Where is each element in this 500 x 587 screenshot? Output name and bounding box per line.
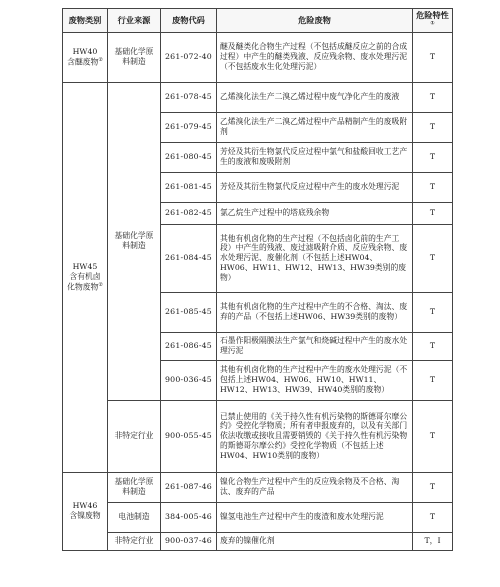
code-cell: 384-005-46 <box>161 502 217 532</box>
industry-cell: 基础化学原料制造 <box>108 82 161 400</box>
hazard-cell: T <box>413 332 453 360</box>
category-hw46 <box>63 472 108 550</box>
waste-desc-cell: 已禁止使用的《关于持久性有机污染物的斯德哥尔摩公约》受控化学物质；所有者申报废弃的，以及有关部门依法收缴或接收且需要销毁的《关于持久性有机污染物的斯德哥尔摩公约》受控化学物质（不包括上述HW04、HW10类别的废物） <box>217 400 413 472</box>
waste-desc-cell: 其他有机卤化物的生产过程中产生的不合格、淘汰、废弃的产品（不包括上述HW06、HW39类别的废物） <box>217 292 413 332</box>
waste-desc-cell: 石墨作阳极隔膜法生产氯气和烧碱过程中产生的废水处理污泥 <box>217 332 413 360</box>
category-label: HW40 含醚废物 <box>67 46 99 67</box>
industry-cell: 非特定行业 <box>108 400 161 472</box>
code-cell: 261-072-40 <box>161 32 217 82</box>
code-cell: 261-084-45 <box>161 224 217 292</box>
code-cell: 261-080-45 <box>161 142 217 172</box>
hazard-cell: T <box>413 142 453 172</box>
industry-cell: 基础化学原料制造 <box>108 472 161 502</box>
header-hazard: 危险特性① <box>413 9 453 33</box>
hazard-cell: T，I <box>413 532 453 550</box>
code-cell: 261-085-45 <box>161 292 217 332</box>
table-row <box>63 532 453 550</box>
header-hazard-note: ① <box>430 20 435 27</box>
code-cell: 261-087-46 <box>161 472 217 502</box>
waste-desc-cell: 芳烃及其衍生物氯代反应过程中氯气和盐酸回收工艺产生的废液和废吸附剂 <box>217 142 413 172</box>
code-cell: 261-081-45 <box>161 172 217 202</box>
table-row <box>63 82 453 112</box>
hazard-cell: T <box>413 400 453 472</box>
code-cell: 261-078-45 <box>161 82 217 112</box>
waste-desc-cell: 乙烯溴化法生产二溴乙烯过程中产品精制产生的废吸附剂 <box>217 112 413 142</box>
category-hw45: HW45 含有机卤化物废物② <box>63 82 108 472</box>
header-category: 废物类别 <box>63 9 108 33</box>
category-hw40: HW40 含醚废物② <box>63 32 108 82</box>
waste-desc-cell: 其他有机卤化物的生产过程（不包括卤化前的生产工段）中产生的残液、废过滤吸附介质、反应残余物、废水处理污泥、废催化剂（不包括上述HW04、HW06、HW11、HW12、HW13、HW39类别的废物） <box>217 224 413 292</box>
code-cell: 900-055-45 <box>161 400 217 472</box>
industry-cell: 基础化学原料制造 <box>108 32 161 82</box>
table-row <box>63 400 453 472</box>
hazard-cell: T <box>413 224 453 292</box>
industry-cell: 非特定行业 <box>108 532 161 550</box>
hazard-cell: T <box>413 112 453 142</box>
industry-cell: 电池制造 <box>108 502 161 532</box>
waste-desc-cell: 废弃的镍催化剂 <box>217 532 413 550</box>
code-cell: 261-082-45 <box>161 202 217 224</box>
header-code: 废物代码 <box>161 9 217 33</box>
waste-desc-cell: 芳烃及其衍生物氯代反应过程中产生的废水处理污泥 <box>217 172 413 202</box>
waste-desc-cell: 氯乙烷生产过程中的塔底残余物 <box>217 202 413 224</box>
waste-desc-cell: 镍化合物生产过程中产生的反应残余物及不合格、淘汰、废弃的产品 <box>217 472 413 502</box>
waste-desc-cell: 醚及醚类化合物生产过程（不包括成醚反应之前的合成过程）中产生的醚类残液、反应残余物、废水处理污泥（不包括废水生化处理污泥） <box>217 32 413 82</box>
code-cell: 261-079-45 <box>161 112 217 142</box>
header-row <box>63 9 453 33</box>
waste-desc-cell: 镍氢电池生产过程中产生的废渣和废水处理污泥 <box>217 502 413 532</box>
hazard-cell: T <box>413 502 453 532</box>
table-row <box>63 502 453 532</box>
waste-desc-cell: 其他有机卤化物的生产过程中产生的废水处理污泥（不包括上述HW04、HW06、HW10、HW11、HW12、HW13、HW39、HW40类别的废物） <box>217 360 413 400</box>
header-waste: 危险废物 <box>217 9 413 33</box>
hazard-cell: T <box>413 82 453 112</box>
hazard-cell: T <box>413 202 453 224</box>
table-row <box>63 32 453 82</box>
hazard-cell: T <box>413 360 453 400</box>
hazardous-waste-table <box>62 8 453 551</box>
code-cell: 900-036-45 <box>161 360 217 400</box>
hazard-cell: T <box>413 292 453 332</box>
category-label: HW45 含有机卤化物废物 <box>67 262 101 292</box>
code-cell: 261-086-45 <box>161 332 217 360</box>
hazard-cell: T <box>413 172 453 202</box>
hazard-cell: T <box>413 472 453 502</box>
category-label: HW46 含镍废物 <box>69 501 101 520</box>
waste-desc-cell: 乙烯溴化法生产二溴乙烯过程中废气净化产生的废液 <box>217 82 413 112</box>
table-row <box>63 472 453 502</box>
hazard-cell: T <box>413 32 453 82</box>
header-industry: 行业来源 <box>108 9 161 33</box>
code-cell: 900-037-46 <box>161 532 217 550</box>
